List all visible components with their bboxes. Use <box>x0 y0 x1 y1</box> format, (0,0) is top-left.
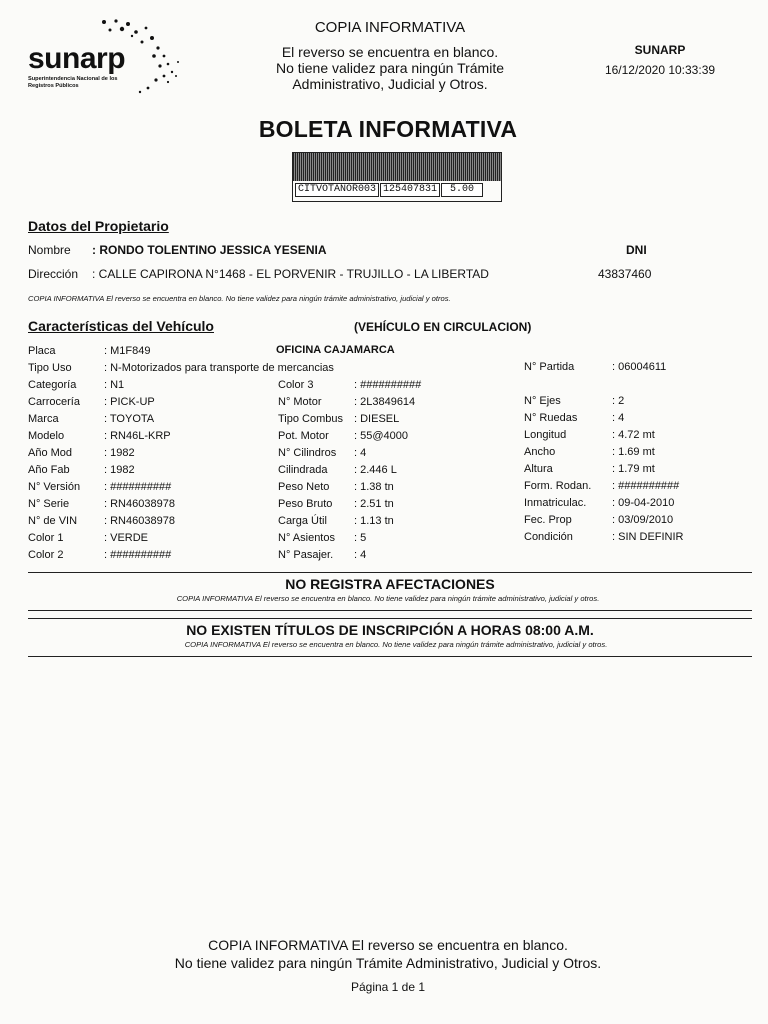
reference-code-1: CITVOTANOR003 <box>295 183 379 197</box>
longitud-value: : 4.72 mt <box>612 429 655 441</box>
serie-label: N° Serie <box>28 498 70 510</box>
copy-line-1: El reverso se encuentra en blanco. <box>281 44 499 60</box>
version-value: : ########## <box>104 481 172 493</box>
color3-label: Color 3 <box>278 379 314 391</box>
serie-value: : RN46038978 <box>104 498 175 510</box>
placa-value: : M1F849 <box>104 345 151 357</box>
ancho-label: Ancho <box>524 446 556 458</box>
ruedas-label: N° Ruedas <box>524 412 578 424</box>
vin-value: : RN46038978 <box>104 515 175 527</box>
tipo-uso-value: : N-Motorizados para transporte de mercancias <box>104 362 334 374</box>
peso-neto-label: Peso Neto <box>278 481 330 493</box>
fec-prop-value: : 03/09/2010 <box>612 514 674 526</box>
ejes-value: : 2 <box>612 395 625 407</box>
potencia-value: : 55@4000 <box>354 430 408 442</box>
owner-notice: COPIA INFORMATIVA El reverso se encuentra en blanco. No tiene validez para ningún trámite administrativo, judicial y otros. <box>28 294 451 303</box>
owner-name-value: : RONDO TOLENTINO JESSICA YESENIA <box>92 243 327 257</box>
inmatriculacion-label: Inmatriculac. <box>524 497 587 509</box>
cilindros-label: N° Cilindros <box>278 447 337 459</box>
modelo-label: Modelo <box>28 430 65 442</box>
motor-label: N° Motor <box>278 396 322 408</box>
asientos-value: : 5 <box>354 532 367 544</box>
motor-value: : 2L3849614 <box>354 396 416 408</box>
version-label: N° Versión <box>28 481 81 493</box>
color3-value: : ########## <box>354 379 422 391</box>
carga-util-value: : 1.13 tn <box>354 515 394 527</box>
copy-line-2: No tiene validez para ningún Trámite <box>275 60 505 76</box>
condicion-value: : SIN DEFINIR <box>612 531 684 543</box>
color2-label: Color 2 <box>28 549 64 561</box>
combustible-label: Tipo Combus <box>278 413 344 425</box>
peso-bruto-value: : 2.51 tn <box>354 498 394 510</box>
potencia-label: Pot. Motor <box>278 430 329 442</box>
form-rodan-label: Form. Rodan. <box>524 480 592 492</box>
afectaciones-heading: NO REGISTRA AFECTACIONES <box>285 576 495 592</box>
logo-subtitle: Superintendencia Nacional de los Registros Públicos <box>28 76 118 89</box>
ejes-label: N° Ejes <box>524 395 561 407</box>
form-rodan-value: : ########## <box>612 480 680 492</box>
divider <box>28 610 752 611</box>
owner-address-value: : CALLE CAPIRONA N°1468 - EL PORVENIR - TRUJILLO - LA LIBERTAD <box>92 267 489 281</box>
modelo-value: : RN46L-KRP <box>104 430 171 442</box>
condicion-label: Condición <box>524 531 573 543</box>
inmatriculacion-value: : 09-04-2010 <box>612 497 675 509</box>
peso-bruto-label: Peso Bruto <box>278 498 333 510</box>
altura-value: : 1.79 mt <box>612 463 655 475</box>
owner-doc-value: 43837460 <box>598 267 652 281</box>
cilindros-value: : 4 <box>354 447 367 459</box>
altura-label: Altura <box>524 463 553 475</box>
color2-value: : ########## <box>104 549 172 561</box>
afectaciones-notice: COPIA INFORMATIVA El reverso se encuentra en blanco. No tiene validez para ningún trámite administrativo, judicial y otros. <box>176 594 600 603</box>
placa-label: Placa <box>28 345 56 357</box>
ano-mod-label: Año Mod <box>28 447 73 459</box>
categoria-label: Categoría <box>28 379 77 391</box>
owner-name-label: Nombre <box>28 243 71 257</box>
longitud-label: Longitud <box>524 429 567 441</box>
ano-fab-value: : 1982 <box>104 464 135 476</box>
titulos-notice: COPIA INFORMATIVA El reverso se encuentra en blanco. No tiene validez para ningún trámite administrativo, judicial y otros. <box>184 640 608 649</box>
asientos-label: N° Asientos <box>278 532 335 544</box>
color1-label: Color 1 <box>28 532 64 544</box>
divider <box>28 656 752 657</box>
ruedas-value: : 4 <box>612 412 625 424</box>
issue-datetime: 16/12/2020 10:33:39 <box>604 63 716 77</box>
fec-prop-label: Fec. Prop <box>524 514 572 526</box>
reference-hatch <box>293 153 501 181</box>
owner-heading: Datos del Propietario <box>28 218 169 234</box>
vehicle-heading: Características del Vehículo <box>28 318 214 334</box>
copy-line-3: Administrativo, Judicial y Otros. <box>292 76 488 92</box>
combustible-value: : DIESEL <box>354 413 400 425</box>
page-number: Página 1 de 1 <box>350 980 426 994</box>
marca-label: Marca <box>28 413 59 425</box>
carga-util-label: Carga Útil <box>278 515 327 527</box>
vin-label: N° de VIN <box>28 515 78 527</box>
cilindrada-value: : 2.446 L <box>354 464 397 476</box>
categoria-value: : N1 <box>104 379 125 391</box>
footer-line-2: No tiene validez para ningún Trámite Administrativo, Judicial y Otros. <box>174 955 602 971</box>
ancho-value: : 1.69 mt <box>612 446 655 458</box>
ano-mod-value: : 1982 <box>104 447 135 459</box>
tipo-uso-label: Tipo Uso <box>28 362 72 374</box>
divider <box>28 618 752 619</box>
reference-amount: 5.00 <box>441 183 483 197</box>
reference-code-2: 125407831 <box>380 183 440 197</box>
partida-label: N° Partida <box>524 361 575 373</box>
owner-doc-label: DNI <box>626 243 647 257</box>
pasajeros-value: : 4 <box>354 549 367 561</box>
ano-fab-label: Año Fab <box>28 464 70 476</box>
footer-line-1: COPIA INFORMATIVA El reverso se encuentra en blanco. <box>208 937 568 953</box>
issuer: SUNARP <box>634 43 686 57</box>
titulos-heading: NO EXISTEN TÍTULOS DE INSCRIPCIÓN A HORAS 08:00 A.M. <box>186 622 594 638</box>
vehicle-office: OFICINA CAJAMARCA <box>276 344 395 356</box>
carroceria-value: : PICK-UP <box>104 396 155 408</box>
peso-neto-value: : 1.38 tn <box>354 481 394 493</box>
logo-wordmark: sunarp <box>28 42 126 75</box>
pasajeros-label: N° Pasajer. <box>278 549 334 561</box>
page-title: BOLETA INFORMATIVA <box>258 116 518 142</box>
copy-title: COPIA INFORMATIVA <box>314 19 466 36</box>
divider <box>28 572 752 573</box>
cilindrada-label: Cilindrada <box>278 464 328 476</box>
vehicle-status: (VEHÍCULO EN CIRCULACION) <box>354 320 532 334</box>
partida-value: : 06004611 <box>612 361 667 373</box>
carroceria-label: Carrocería <box>28 396 80 408</box>
reference-box <box>292 152 502 202</box>
owner-address-label: Dirección <box>28 267 79 281</box>
color1-value: : VERDE <box>104 532 149 544</box>
marca-value: : TOYOTA <box>104 413 155 425</box>
